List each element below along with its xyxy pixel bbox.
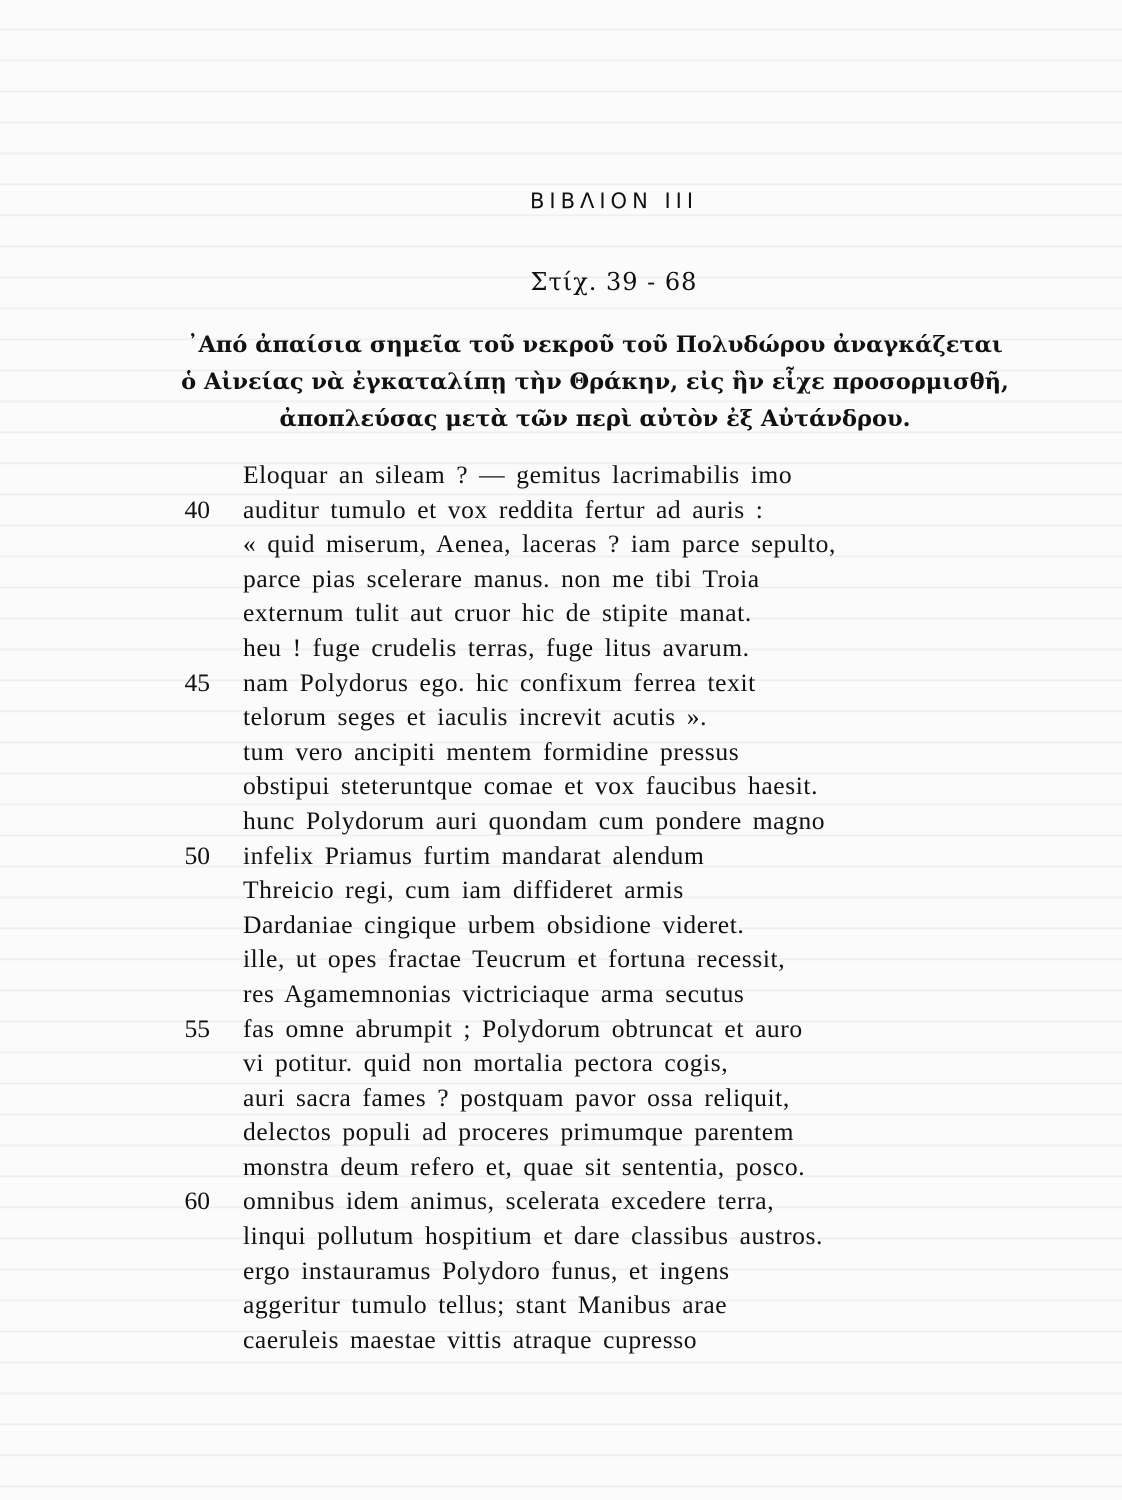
verse-text: res Agamemnonias victriciaque arma secutus <box>243 978 745 1008</box>
verse-text: parce pias scelerare manus. non me tibi Troia <box>243 563 760 593</box>
verse-line <box>0 1219 1122 1254</box>
verse-text: auditur tumulo et vox reddita fertur ad auris : <box>243 494 764 524</box>
verse-text: nam Polydorus ego. hic confixum ferrea texit <box>243 667 756 697</box>
verse-line <box>0 493 1122 528</box>
verse-line <box>0 873 1122 908</box>
verse-text: telorum seges et iaculis increvit acutis ». <box>243 702 708 732</box>
verse-line <box>0 562 1122 597</box>
line-number: 60 <box>184 1186 210 1216</box>
verse-text: Dardaniae cingique urbem obsidione videret. <box>243 909 745 939</box>
verse-line <box>0 1150 1122 1185</box>
verse-text: infelix Priamus furtim mandarat alendum <box>243 840 705 870</box>
verse-line <box>0 527 1122 562</box>
verse-text: monstra deum refero et, quae sit sententia, posco. <box>243 1151 806 1181</box>
verse-line <box>0 977 1122 1012</box>
verse-text: obstipui steteruntque comae et vox faucibus haesit. <box>243 771 819 801</box>
line-number: 50 <box>184 840 210 870</box>
line-number: 40 <box>184 494 210 524</box>
verse-line <box>0 735 1122 770</box>
verse-text: tum vero ancipiti mentem formidine pressus <box>243 736 740 766</box>
verse-line <box>0 1254 1122 1289</box>
verse-line <box>0 1288 1122 1323</box>
verse-line <box>0 1323 1122 1358</box>
verse-line <box>0 1115 1122 1150</box>
line-number: 55 <box>184 1013 210 1043</box>
verse-line <box>0 804 1122 839</box>
verse-line <box>0 1081 1122 1116</box>
verse-text: delectos populi ad proceres primumque parentem <box>243 1117 795 1147</box>
line-number: 45 <box>184 667 210 697</box>
verse-text: aggeritur tumulo tellus; stant Manibus arae <box>243 1290 728 1320</box>
verse-text: Threicio regi, cum iam diffideret armis <box>243 875 684 905</box>
verse-text: fas omne abrumpit ; Polydorum obtruncat et auro <box>243 1013 803 1043</box>
verse-text: auri sacra fames ? postquam pavor ossa reliquit, <box>243 1082 790 1112</box>
verse-text: externum tulit aut cruor hic de stipite manat. <box>243 598 752 628</box>
verse-line <box>0 942 1122 977</box>
lines-reference: Στίχ. 39 - 68 <box>530 268 698 296</box>
verse-text: vi potitur. quid non mortalia pectora cogis, <box>243 1048 729 1078</box>
summary-line: ὁ Αἰνείας νὰ ἐγκαταλίπῃ τὴν Θράκην, εἰς ἣν εἶχε προσορμισθῆ, <box>181 369 1009 395</box>
verse-line <box>0 1046 1122 1081</box>
verse-line <box>0 666 1122 701</box>
verse-text: linqui pollutum hospitium et dare classibus austros. <box>243 1221 824 1251</box>
verse-line <box>0 839 1122 874</box>
verse-text: Eloquar an sileam ? — gemitus lacrimabilis imo <box>243 460 793 489</box>
verse-text: caeruleis maestae vittis atraque cupresso <box>243 1324 698 1354</box>
latin-verses <box>0 458 1122 1357</box>
verse-text: omnibus idem animus, scelerata excedere terra, <box>243 1186 775 1216</box>
verse-text: ille, ut opes fractae Teucrum et fortuna recessit, <box>243 944 786 974</box>
greek-summary <box>140 327 1050 438</box>
verse-line <box>0 769 1122 804</box>
verse-text: « quid miserum, Aenea, laceras ? iam parce sepulto, <box>243 529 836 559</box>
summary-line: ᾿Από ἀπαίσια σημεῖα τοῦ νεκροῦ τοῦ Πολυδώρου ἀναγκάζεται <box>187 332 1003 358</box>
verse-line <box>0 908 1122 943</box>
verse-line <box>0 1184 1122 1219</box>
verse-line <box>0 1012 1122 1047</box>
verse-line <box>0 458 1122 493</box>
verse-text: ergo instauramus Polydoro funus, et ingens <box>243 1255 730 1285</box>
verse-line <box>0 596 1122 631</box>
summary-line: ἀποπλεύσας μετὰ τῶν περὶ αὐτὸν ἐξ Αὐτάνδρου. <box>279 406 911 432</box>
verse-line <box>0 631 1122 666</box>
verse-text: hunc Polydorum auri quondam cum pondere magno <box>243 805 826 835</box>
verse-text: heu ! fuge crudelis terras, fuge litus avarum. <box>243 632 750 662</box>
running-head: ΒΙΒΛΙΟΝ III <box>529 189 699 213</box>
verse-line <box>0 700 1122 735</box>
